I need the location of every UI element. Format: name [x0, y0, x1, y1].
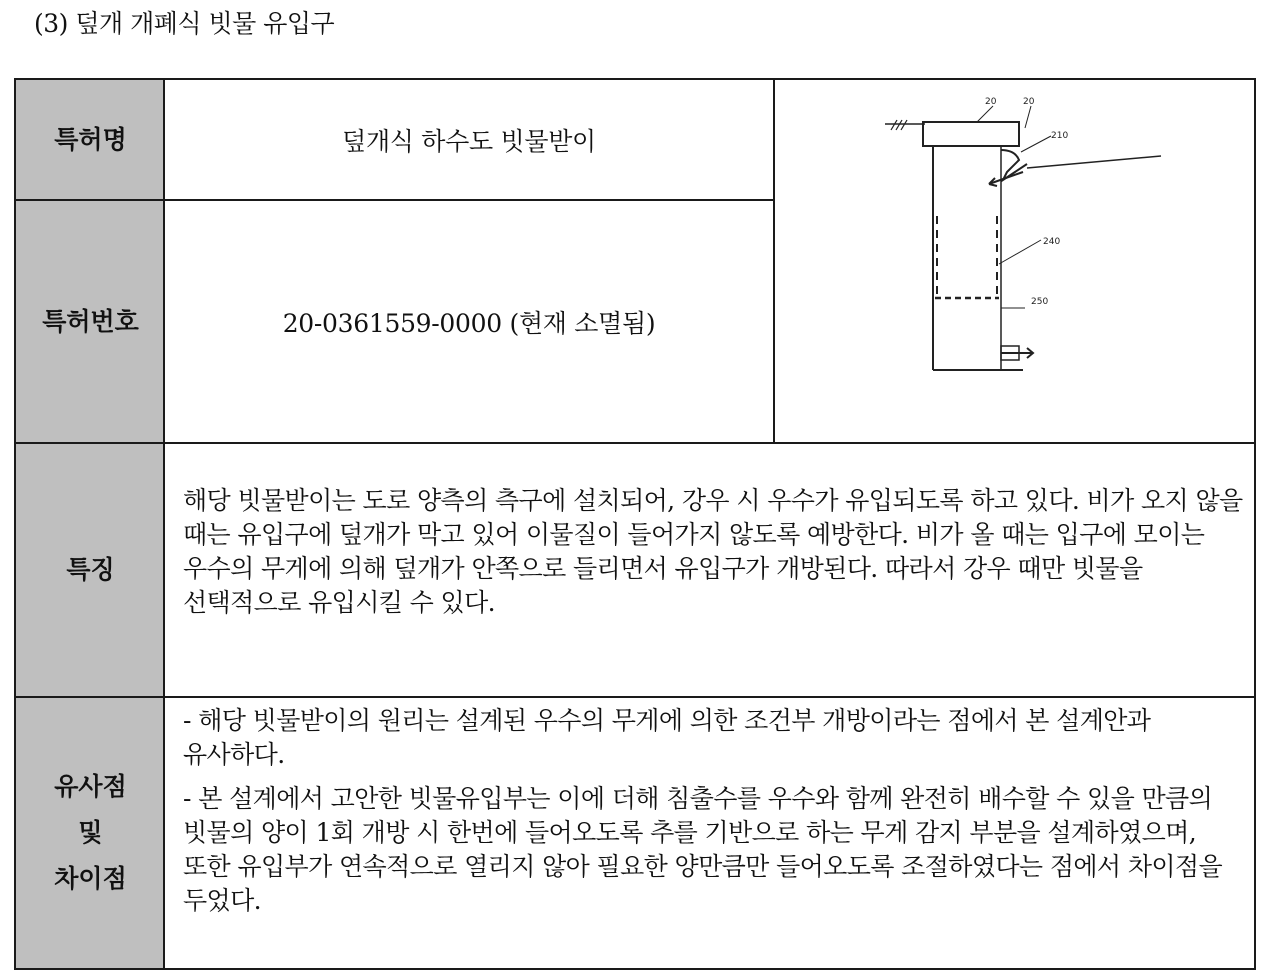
- comparison-label-cell: [16, 698, 165, 968]
- section-heading: (3) 덮개 개폐식 빗물 유입구: [34, 9, 335, 38]
- leader-top-left: [977, 106, 993, 122]
- cover-slab: [923, 122, 1019, 146]
- patent-name-label-cell: [16, 80, 165, 199]
- patent-name-value: 덮개식 하수도 빗물받이: [342, 126, 596, 156]
- patent-name-label: 특허명: [54, 124, 127, 154]
- leader-top-right: [1025, 106, 1031, 128]
- features-text-cell: [183, 484, 1243, 684]
- features-label-cell: [16, 444, 165, 696]
- figure-label-right-upper: 210: [1051, 131, 1069, 141]
- features-text: 해당 빗물받이는 도로 양측의 측구에 설치되어, 강우 시 우수가 유입되도록 하고 있다. 비가 오지 않을 때는 유입구에 덮개가 막고 있어 이물질이 들어가지 않도록 예방한다. 비가 올 때는 입구에 모이는 우수의 무게에 의해 덮개가 안쪽으로 들리면서 유입구가 개방된다. 따라서 강우 때만 빗물을 선택적으로 유입시킬 수 있다.: [183, 486, 1243, 617]
- comparison-point-2: - 본 설계에서 고안한 빗물유입부는 이에 더해 침출수를 우수와 함께 완전히 배수할 수 있을 만큼의 빗물의 양이 1회 개방 시 한번에 들어오도록 추를 기반으로 하는 무게 감지 부분을 설계하였으며, 또한 유입부가 연속적으로 열리지 않아 필요한 양만큼만 들어오도록 조절하였다는 점에서 차이점을 두었다.: [183, 784, 1223, 915]
- patent-number-value-cell: [165, 201, 773, 442]
- ground-hatch-1: [891, 120, 897, 130]
- figure-label-right-lower: 250: [1031, 297, 1049, 307]
- figure-label-top-right: 20: [1023, 97, 1035, 107]
- comparison-text-cell: [183, 704, 1243, 964]
- patent-number-label: 특허번호: [42, 306, 139, 336]
- road-surface: [1027, 156, 1161, 168]
- comparison-label-line3: 차이점: [54, 864, 127, 893]
- patent-number-label-cell: [16, 201, 165, 442]
- ground-hatch-2: [896, 120, 902, 130]
- leader-right-middle: [999, 240, 1041, 264]
- ground-hatch-3: [901, 120, 907, 130]
- figure-label-right-middle: 240: [1043, 237, 1061, 247]
- rainwater-inlet-diagram: [775, 80, 1254, 442]
- patent-name-value-cell: [165, 80, 773, 199]
- features-label: 특징: [66, 555, 115, 584]
- row-divider-3: [16, 696, 1254, 698]
- patent-figure-cell: [775, 80, 1254, 442]
- patent-number-value: 20-0361559-0000 (현재 소멸됨): [282, 308, 656, 338]
- row-divider-2: [16, 442, 1254, 444]
- leader-right-upper: [1021, 136, 1051, 152]
- comparison-label-line1: 유사점: [54, 772, 127, 801]
- outlet-arrow: [1001, 348, 1033, 358]
- patent-comparison-table: [14, 78, 1256, 970]
- figure-label-top-left: 20: [985, 97, 997, 107]
- comparison-point-1: - 해당 빗물받이의 원리는 설계된 우수의 무게에 의한 조건부 개방이라는 점에서 본 설계안과 유사하다.: [183, 706, 1151, 769]
- comparison-label-line2: 및: [78, 818, 103, 847]
